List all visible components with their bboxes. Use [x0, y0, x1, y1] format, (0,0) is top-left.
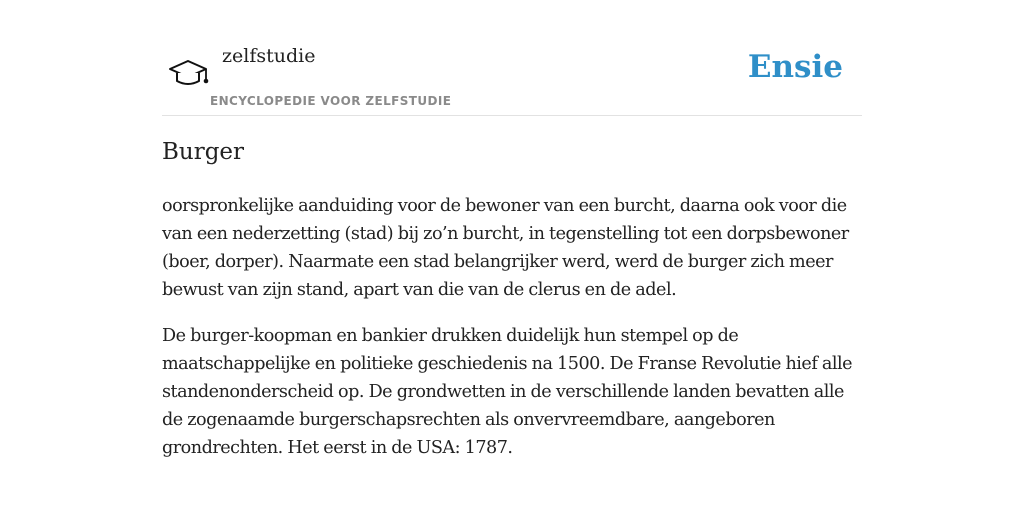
content-wrapper: [162, 0, 862, 458]
site-tagline: ENCYCLOPEDIE VOOR ZELFSTUDIE: [210, 94, 452, 108]
article-body: [162, 192, 864, 480]
ensie-logo-link[interactable]: Ensie: [747, 49, 843, 85]
graduation-cap-icon[interactable]: [164, 52, 210, 92]
article-paragraph: De burger-koopman en bankier drukken duidelijk hun stempel op de maatschappelijke en politieke geschiedenis na 1500. De Franse Revolutie hief alle standenonderscheid op. De grondwetten in de verschillende landen bevatten alle de zogenaamde burgerschapsrechten als onvervreemdbare, aangeboren grondrechten. Het eerst in de USA: 1787.: [162, 326, 853, 458]
site-header: [162, 0, 862, 116]
article-paragraph: oorspronkelijke aanduiding voor de bewoner van een burcht, daarna ook voor die van een nederzetting (stad) bij zo’n burcht, in tegenstelling tot een dorpsbewoner (boer, dorper). Naarmate een stad belangrijker werd, werd de burger zich meer bewust van zijn stand, apart van die van de clerus en de adel.: [162, 196, 849, 300]
article-title: Burger: [162, 139, 245, 165]
site-name[interactable]: zelfstudie: [222, 45, 316, 67]
